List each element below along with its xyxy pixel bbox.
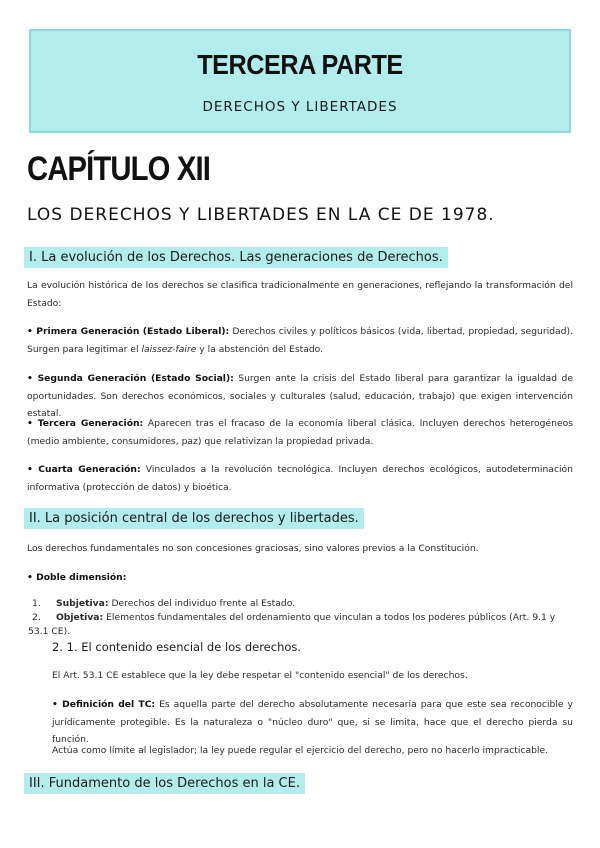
chapter-title: CAPÍTULO XII xyxy=(27,150,211,188)
generation-4-paragraph xyxy=(27,461,573,496)
tc-definition-label: • Definición del TC: xyxy=(52,699,156,710)
generation-1-italic: laissez-faire xyxy=(141,343,197,355)
tc-definition-text: Es aquella parte del derecho absolutamente necesaria para que este sea reconocible y jurídicamente protegible. Es la naturaleza o "núcleo duro" que, si se limita, hace que el derecho pierda su función. xyxy=(52,699,573,745)
section-heading-1: I. La evolución de los Derechos. Las generaciones de Derechos. xyxy=(24,247,448,268)
section-heading-3: III. Fundamento de los Derechos en la CE. xyxy=(24,773,305,794)
generation-1-text-a: Derechos civiles y políticos básicos (vida, libertad, propiedad, seguridad). Surgen para legitimar el xyxy=(27,326,573,355)
list-item: 1. Subjetiva: Derechos del individuo frente al Estado. xyxy=(32,598,296,609)
generation-2-text: Surgen ante la crisis del Estado liberal para garantizar la igualdad de oportunidades. Son derechos económicos, sociales y culturales (salud, educación, trabajo) que exigen intervención estatal. xyxy=(27,373,574,419)
part-subtitle: DERECHOS Y LIBERTADES xyxy=(202,99,398,115)
generation-1-paragraph xyxy=(27,323,573,358)
chapter-subtitle: LOS DERECHOS Y LIBERTADES EN LA CE DE 1978. xyxy=(27,205,495,225)
section2-intro: Los derechos fundamentales no son concesiones graciosas, sino valores previos a la Constitución. xyxy=(27,543,479,554)
generation-4-text: Vinculados a la revolución tecnológica. Incluyen derechos ecológicos, autodeterminación informativa (protección de datos) y bioética. xyxy=(27,464,573,493)
section-heading-2: II. La posición central de los derechos y libertades. xyxy=(24,508,364,529)
list-item: 2. Objetiva: Elementos fundamentales del ordenamiento que vinculan a todos los poderes públicos (Art. 9.1 y 53.1 CE). xyxy=(28,612,556,637)
generation-3-paragraph xyxy=(27,415,573,450)
generation-1-label: • Primera Generación (Estado Liberal): xyxy=(27,326,230,337)
tc-definition-paragraph xyxy=(52,696,573,749)
generation-2-label: • Segunda Generación (Estado Social): xyxy=(27,373,234,384)
double-dimension-label: • Doble dimensión: xyxy=(27,572,127,583)
subsection-heading: 2. 1. El contenido esencial de los derechos. xyxy=(52,640,302,654)
dimension-list xyxy=(28,597,573,639)
generation-3-label: • Tercera Generación: xyxy=(27,418,144,429)
section1-intro: La evolución histórica de los derechos se clasifica tradicionalmente en generaciones, reflejando la transformación del Estado: xyxy=(27,280,573,309)
generation-1-text-b: y la abstención del Estado. xyxy=(196,343,324,355)
legislator-limit-paragraph: Actúa como límite al legislador; la ley puede regular el ejercicio del derecho, pero no hacerlo impracticable. xyxy=(52,745,549,756)
part-title: TERCERA PARTE xyxy=(197,49,403,80)
generation-3-text: Aparecen tras el fracaso de la economía liberal clásica. Incluyen derechos heterogéneos (medio ambiente, consumidores, paz) que relativizan la propiedad privada. xyxy=(27,418,574,447)
essential-content-paragraph: El Art. 53.1 CE establece que la ley debe respetar el "contenido esencial" de los derechos. xyxy=(52,670,468,681)
part-header-box xyxy=(29,29,571,133)
generation-4-label: • Cuarta Generación: xyxy=(27,464,141,475)
